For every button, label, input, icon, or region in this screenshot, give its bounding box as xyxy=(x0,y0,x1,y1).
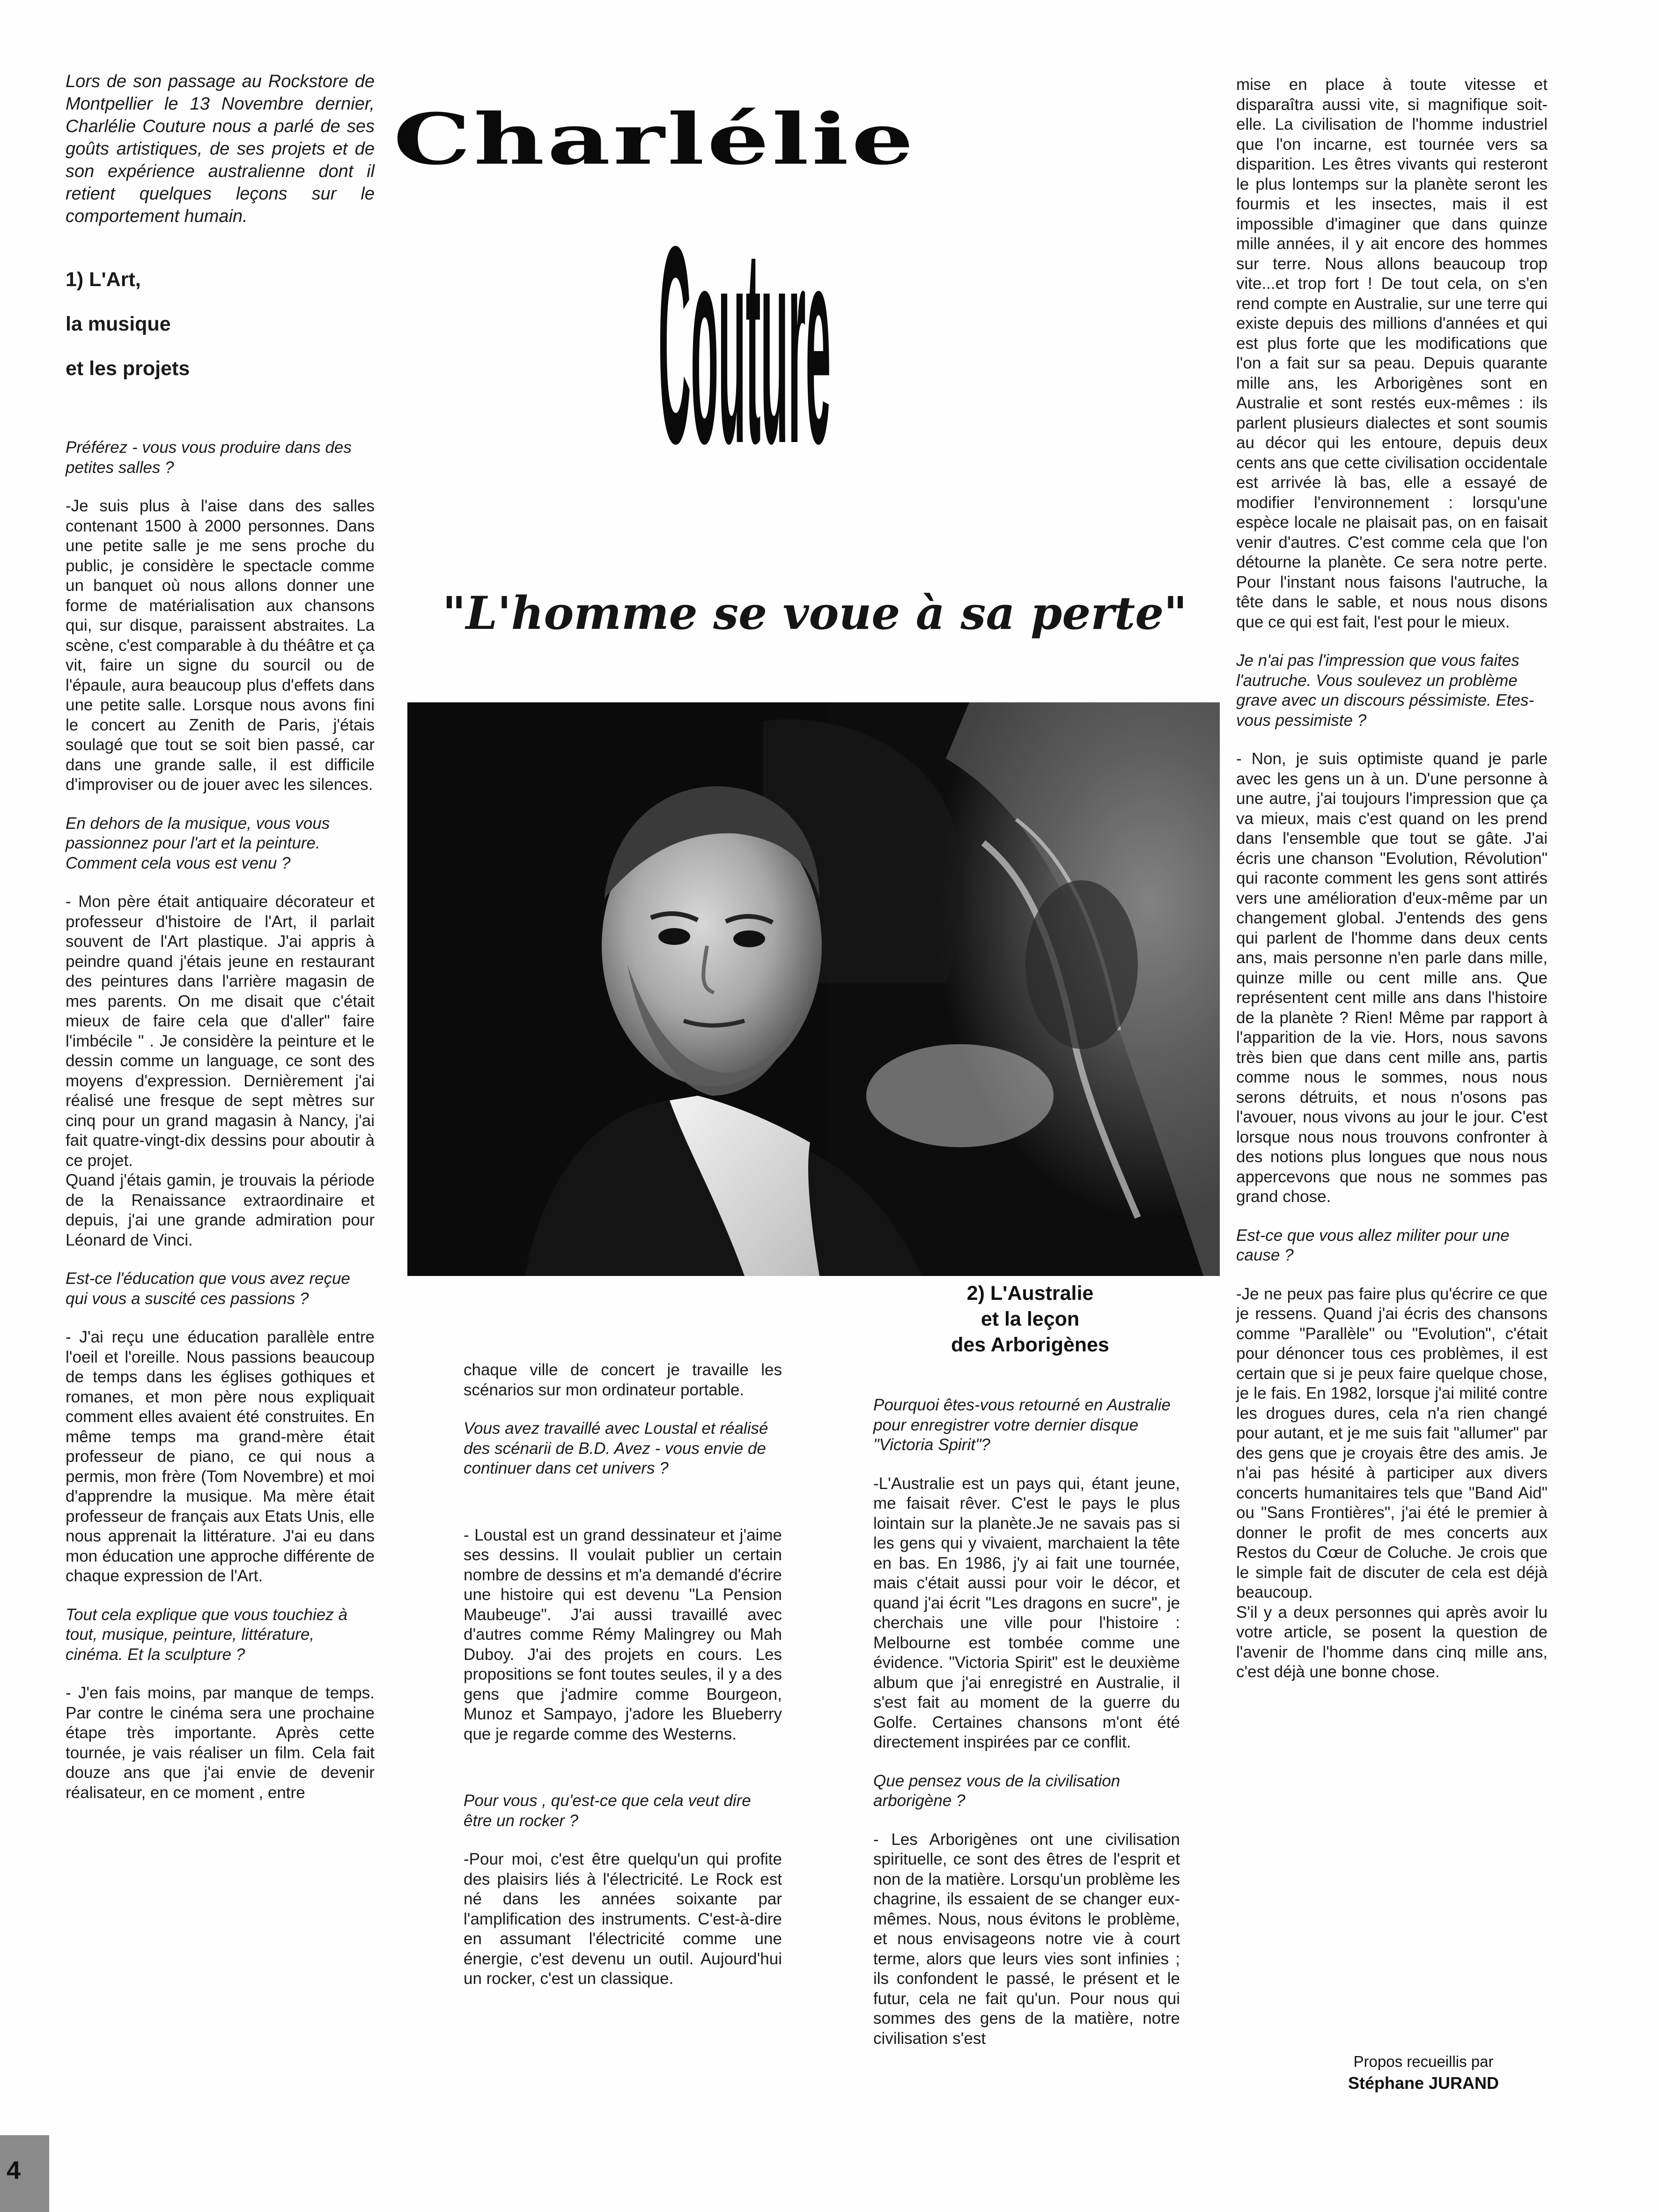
interview-answer: - Les Arborigènes ont une civilisation spirituelle, ce sont des êtres de l'esprit et non de la matière. Lorsqu'un problème les chagrine, ils essaient de se changer eux-mêmes. Nous, nous évitons le problème, et nous envisageons notre vie à court terme, alors que leurs vies sont infinies ; ils confondent le passé, le présent et le futur, cela ne fait qu'un. Pour nous qui sommes des gens de la matière, notre civilisation s'est xyxy=(873,1830,1180,2048)
interview-question: Pourquoi êtes-vous retourné en Australie pour enregistrer votre dernier disque "Victoria Spirit"? xyxy=(873,1396,1171,1454)
interview-question: En dehors de la musique, vous vous passionnez pour l'art et la peinture. Comment cela vous est venu ? xyxy=(66,814,330,872)
section-2-heading xyxy=(890,1281,1171,1358)
interview-answer: -Pour moi, c'est être quelqu'un qui profite des plaisirs liés à l'électricité. Le Rock est né dans les années soixante par l'amplification des instruments. C'est-à-dire en assumant l'électricité comme une énergie, c'est devenu un outil. Aujourd'hui un rocker, c'est un classique. xyxy=(464,1850,782,1988)
byline xyxy=(1302,2051,1545,2094)
section-2-heading-line: des Arborigènes xyxy=(951,1334,1109,1356)
byline-label: Propos recueillis par xyxy=(1353,2053,1494,2070)
interview-answer: -Je ne peux pas faire plus qu'écrire ce que je ressens. Quand j'ai écris des chansons comme "Parallèle" ou "Evolution", c'était pour dénoncer tous ces problèmes, il est certain que si je peux faire quelque chose, je le fais. En 1982, lorsque j'ai milité contre les drogues dures, cela n'a rien changé pour autant, et je me suis fait "allumer" par des gens que je croyais être des amis. Je n'ai pas hésité à participer aux divers concerts humanitaires tels que "Band Aid" ou "Sans Frontières", j'ai été le premier à donner le profit de mes concerts aux Restos du Cœur de Coluche. Je crois que le simple fait de discuter de cela est déjà beaucoup. xyxy=(1236,1284,1548,1601)
byline-author: Stéphane JURAND xyxy=(1348,2073,1499,2093)
column-2 xyxy=(464,1360,782,2008)
interview-answer: - Mon père était antiquaire décorateur et professeur d'histoire de l'Art, il parlait souvent de l'Art plastique. J'ai appris à peindre quand j'étais jeune en restaurant des peintures dans l'arrière magasin de mes parents. On me disait que c'était mieux de faire cela que d'aller" faire l'imbécile " . Je considère la peinture et le dessin comme un language, ce sont des moyens d'expression. Dernièrement j'ai réalisé une fresque de sept mètres sur cinq pour un grand magasin à Nancy, j'ai fait quatre-vingt-dix dessins pour aboutir à ce projet. xyxy=(66,892,375,1170)
interview-question: Est-ce que vous allez militer pour une cause ? xyxy=(1236,1226,1510,1264)
interview-answer: - Non, je suis optimiste quand je parle avec les gens un à un. D'une personne à une autre, j'ai toujours l'impression que ça va mieux, mais c'est quand on les prend dans l'ensemble que tout se gâte. J'ai écris une chanson "Evolution, Révolution" qui raconte comment les gens sont attirés vers une amélioration d'eux-même par un changement global. J'entends des gens qui parlent de l'homme dans deux cents ans, mais personne n'en parle dans mille, quinze mille ou cent mille ans. Que représentent cent mille ans dans l'histoire de la planète ? Rien! Même par rapport à l'apparition de la vie. Hors, nous savons très bien que dans cent mille ans, partis comme nous le sommes, nous nous serons détruits, et nous n'osons pas l'avouer, nous vivons au jour le jour. C'est lorsque nous nous trouvons confronter à des notions plus longues que nous nous appercevons que nous ne sommes pas grand chose. xyxy=(1236,750,1548,1206)
portrait-photo xyxy=(407,702,1220,1276)
column-1 xyxy=(66,267,375,1821)
interview-question: Préférez - vous vous produire dans des petites salles ? xyxy=(66,438,352,477)
section-1-heading xyxy=(66,267,375,382)
page-number: 4 xyxy=(0,2135,49,2212)
interview-question: Est-ce l'éducation que vous avez reçue qui vous a suscité ces passions ? xyxy=(66,1269,350,1308)
interview-question: Tout cela explique que vous touchiez à tout, musique, peinture, littérature, cinéma. Et la sculpture ? xyxy=(66,1605,347,1664)
interview-answer: S'il y a deux personnes qui après avoir lu votre article, se posent la question de l'avenir de l'homme dans cinq mille ans, c'est déjà une bonne chose. xyxy=(1236,1603,1548,1681)
interview-answer: - Loustal est un grand dessinateur et j'aime ses dessins. Il voulait publier un certain nombre de dessins et m'a demandé d'écrire une histoire qui est devenu "La Pension Maubeuge". J'ai aussi travaillé avec d'autres comme Rémy Malingrey ou Mah Duboy. J'ai des projets en cours. Les propositions se font toutes seules, il y a des gens que j'admire comme Bourgeon, Munoz et Sampayo, j'adore les Blueberry que je regarde comme des Westerns. xyxy=(464,1526,782,1743)
interview-answer: - J'en fais moins, par manque de temps. Par contre le cinéma sera une prochaine étape très importante. Après cette tournée, je vais réaliser un film. Cela fait douze ans que j'ai envie de devenir réalisateur, en ce moment , entre xyxy=(66,1684,375,1802)
portrait-photo-image xyxy=(407,702,1220,1276)
section-1-heading-line: 1) L'Art, xyxy=(66,268,141,291)
section-2-heading-line: et la leçon xyxy=(981,1308,1080,1330)
section-1-heading-line: la musique xyxy=(66,313,171,335)
interview-answer: Quand j'étais gamin, je trouvais la période de la Renaissance extraordinaire et depuis, j'ai une grande admiration pour Léonard de Vinci. xyxy=(66,1171,375,1249)
title-first-name: Charlélie xyxy=(393,98,916,181)
interview-question: Pour vous , qu'est-ce que cela veut dire être un rocker ? xyxy=(464,1792,751,1830)
section-1-heading-line: et les projets xyxy=(66,357,190,380)
column-4 xyxy=(1236,75,1548,1701)
title-last-name: Couture xyxy=(658,189,831,502)
interview-question: Je n'ai pas l'impression que vous faites l'autruche. Vous soulevez un problème grave avec un discours péssimiste. Etes-vous pessimiste ? xyxy=(1236,651,1534,730)
section-2-heading-line: 2) L'Australie xyxy=(966,1282,1094,1305)
interview-answer: chaque ville de concert je travaille les scénarios sur mon ordinateur portable. xyxy=(464,1361,782,1399)
interview-question: Que pensez vous de la civilisation arborigène ? xyxy=(873,1771,1121,1810)
interview-answer: - J'ai reçu une éducation parallèle entre l'oeil et l'oreille. Nous passions beaucoup de temps dans les églises gothiques et romanes, et mon père nous expliquait comment elles avaient été construites. En même temps ma grand-mère était professeur de piano, ce qui nous a permis, mon frère (Tom Novembre) et moi d'apprendre la musique. Ma mère était professeur de français aux Etats Unis, elle nous apprenait la littérature. J'ai eu dans mon éducation une approche différente de chaque expression de l'Art. xyxy=(66,1328,375,1585)
interview-question: Vous avez travaillé avec Loustal et réalisé des scénarii de B.D. Avez - vous envie de continuer dans cet univers ? xyxy=(464,1419,768,1477)
interview-answer: -Je suis plus à l'aise dans des salles contenant 1500 à 2000 personnes. Dans une petite salle je me sens proche du public, je considère le spectacle comme un banquet où nous allons donner une forme de matérialisation aux chansons qui, sur disque, paraissent abstraites. La scène, c'est comparable à du théâtre et ça vit, faire un signe du sourcil ou de l'épaule, aura beaucoup plus d'effets dans une petite salle. Lorsque nous avons fini le concert au Zenith de Paris, j'étais soulagé que tout se soit bien passé, car dans une grande salle, il est difficile d'improviser ou de jouer avec les silences. xyxy=(66,497,375,794)
headline-quote: "L'homme se voue à sa perte" xyxy=(442,587,1187,640)
interview-answer: -L'Australie est un pays qui, étant jeune, me faisait rêver. C'est le pays le plus lointain sur la planète.Je ne savais pas si les gens qui y vivaient, marchaient la tête en bas. En 1986, j'y ai fait une tournée, mais c'était aussi pour voir le décor, et quand j'ai écrit "Les dragons en sucre", je cherchais une ville pour l'histoire : Melbourne est tombée comme une évidence. "Victoria Spirit" est le deuxième album que j'ai enregistré en Australie, il s'est fait au moment de la guerre du Golfe. Certaines chansons m'ont été directement inspirées par ce conflit. xyxy=(873,1474,1180,1751)
column-3 xyxy=(873,1395,1180,2067)
interview-answer: mise en place à toute vitesse et disparaîtra aussi vite, si magnifique soit-elle. La civilisation de l'homme industriel que l'on incarne, est tournée vers sa disparition. Les êtres vivants qui resteront le plus lontemps sur la planète seront les fourmis et les insectes, mais il est impossible d'imaginer que dans quinze mille années, il y ait encore des hommes sur terre. Nous allons beaucoup trop vite...et trop fort ! De tout cela, on s'en rend compte en Australie, sur une terre qui existe depuis des millions d'années et qui est plus forte que les modifications que l'on a fait sur sa peau. Depuis quarante mille ans, les Arborigènes sont en Australie et sont restés eux-mêmes : ils parlent plusieurs dialectes et sont soumis au décor qui les entoure, depuis deux cents ans que cette civilisation occidentale est arrivée là bas, elle a essayé de modifier l'environnement : lorsqu'une espèce locale ne plaisait pas, on en faisait venir d'autres. C'est comme cela que l'on détourne la planète. Ce sera notre perte. Pour l'instant nous faisons l'autruche, la tête dans le sable, et nous nous disons que ce qui est fait, l'est pour le mieux. xyxy=(1236,75,1548,631)
intro-paragraph: Lors de son passage au Rockstore de Montpellier le 13 Novembre dernier, Charlélie Couture nous a parlé de ses goûts artistiques, de ses projets et de son expérience australienne dont il retient quelques leçons sur le comportement humain. xyxy=(66,72,375,226)
